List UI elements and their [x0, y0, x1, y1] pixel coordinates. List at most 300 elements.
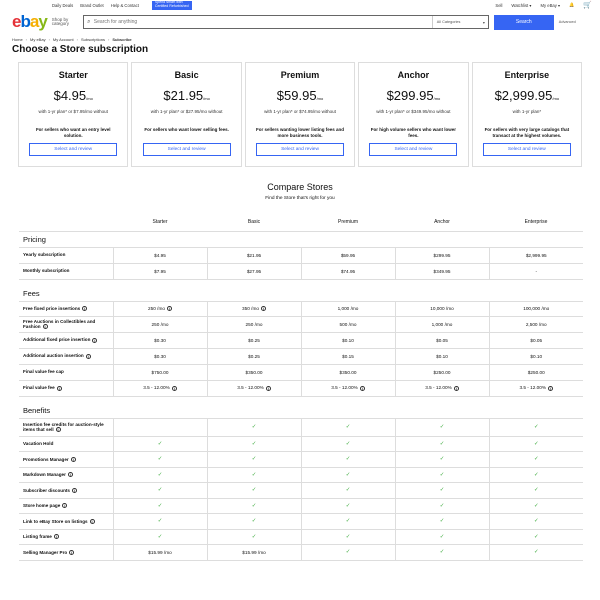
table-cell [113, 514, 207, 530]
table-cell [395, 301, 489, 316]
breadcrumb-home[interactable]: Home [12, 37, 23, 42]
check-icon: ✓ [533, 440, 539, 447]
check-icon: ✓ [345, 456, 351, 463]
plan-name: Enterprise [504, 70, 550, 80]
check-icon: ✓ [439, 549, 445, 556]
cell-value: 350 /mo [242, 305, 259, 311]
table-cell [301, 483, 395, 499]
breadcrumb-separator: › [48, 37, 50, 42]
col-header-premium: Premium [301, 213, 395, 231]
check-icon: ✓ [251, 456, 257, 463]
check-icon: ✓ [439, 424, 445, 430]
cell-value: $0.10 [530, 353, 543, 359]
table-cell [395, 263, 489, 279]
info-icon[interactable]: i [56, 427, 61, 432]
cell-value: $74.95 [340, 268, 356, 274]
section-row [19, 231, 583, 247]
table-cell [395, 483, 489, 499]
plan-price [473, 88, 581, 106]
row-label-text: Free Auctions in Collectibles and Fashion [23, 318, 96, 329]
row-label-text: Link to eBay Store on listings [23, 518, 88, 524]
breadcrumb-subscribe: Subscribe [112, 37, 132, 42]
table-cell [301, 301, 395, 316]
table-cell [207, 545, 301, 561]
cell-value: $0.25 [248, 353, 260, 359]
cell-value: 10,000 /mo [430, 306, 454, 311]
table-header-row [19, 213, 583, 231]
section-row [19, 279, 583, 301]
table-cell [207, 380, 301, 396]
check-icon: ✓ [345, 518, 351, 525]
plan-name: Anchor [397, 70, 430, 80]
check-icon: ✓ [439, 456, 445, 463]
plan-card-anchor [358, 62, 468, 167]
table-cell [113, 483, 207, 499]
watchlist-link[interactable]: Watchlist ▾ [511, 2, 532, 8]
plan-price [19, 88, 127, 106]
table-cell [207, 332, 301, 348]
check-icon: ✓ [533, 424, 539, 430]
cell-value: 250 /mo [148, 305, 165, 311]
info-icon[interactable]: i [57, 386, 62, 391]
logo-y: y [38, 12, 47, 31]
check-icon: ✓ [157, 502, 163, 509]
compare-subtitle: Find the Store that's right for you [265, 196, 335, 201]
table-cell [207, 364, 301, 380]
table-cell [301, 418, 395, 436]
check-icon: ✓ [251, 487, 257, 494]
cell-value: 3.5 - 12.00% [425, 385, 452, 391]
check-icon: ✓ [251, 502, 257, 509]
row-label [19, 316, 113, 332]
table-cell [301, 380, 395, 396]
info-icon[interactable]: i [172, 386, 177, 391]
table-cell [207, 436, 301, 452]
info-icon[interactable]: i [167, 306, 172, 311]
table-row [19, 498, 583, 514]
row-label [19, 348, 113, 364]
info-icon[interactable]: i [82, 306, 87, 311]
header [0, 10, 600, 34]
cell-value: $2,999.95 [525, 252, 547, 258]
row-label-text: Final value fee cap [23, 369, 64, 375]
cell-value: $0.05 [530, 337, 543, 343]
promo-banner[interactable] [152, 1, 192, 10]
help-contact-link[interactable]: Help & Contact [110, 2, 139, 8]
plan-note: with 1-yr plan* or $74.95/mo without [264, 109, 336, 114]
cell-value: $4.95 [154, 252, 166, 258]
row-label-text: Monthly subscription [23, 268, 70, 274]
check-icon: ✓ [345, 424, 351, 430]
search-input[interactable] [94, 16, 432, 28]
table-cell [113, 332, 207, 348]
row-label [19, 514, 113, 530]
table-cell [489, 263, 583, 279]
plan-card-basic [131, 62, 241, 167]
plan-price [246, 88, 354, 106]
cell-value: 3.5 - 12.00% [331, 385, 358, 391]
table-cell [489, 380, 583, 396]
table-cell [489, 467, 583, 483]
daily-deals-link[interactable]: Daily Deals [52, 2, 74, 8]
sell-link[interactable]: Sell [495, 2, 503, 8]
table-cell [489, 483, 583, 499]
plan-note: with 1-yr plan* or $27.95/mo without [150, 109, 223, 114]
check-icon: ✓ [157, 456, 163, 463]
check-icon: ✓ [251, 440, 257, 447]
row-label-text: Insertion fee credits for auction-style items that sell [23, 421, 104, 432]
check-icon: ✓ [157, 440, 163, 447]
check-icon: ✓ [251, 471, 257, 478]
info-icon[interactable]: i [69, 550, 74, 555]
table-cell [489, 364, 583, 380]
table-cell [395, 545, 489, 561]
info-icon[interactable]: i [261, 306, 266, 311]
plan-price-period: /mo [203, 96, 210, 101]
page-title: Choose a Store subscription [12, 44, 149, 55]
plan-price [132, 88, 240, 106]
category-select[interactable] [432, 16, 488, 28]
info-icon[interactable]: i [68, 472, 73, 477]
plan-price-value: $21.95 [163, 88, 204, 103]
breadcrumb-separator: › [25, 37, 28, 42]
check-icon: ✓ [157, 471, 163, 478]
check-icon: ✓ [439, 440, 445, 447]
table-cell [301, 316, 395, 332]
select-premium-button[interactable]: Select and review [256, 143, 344, 156]
plan-description: For high volume sellers who want lower fees. [370, 127, 457, 138]
breadcrumb [0, 36, 600, 43]
table-row [19, 348, 583, 364]
cell-value: - [535, 268, 538, 274]
plan-note: with 1-yr plan* or $349.95/mo without [376, 109, 451, 114]
plan-cards [0, 62, 600, 167]
cell-value: $59.95 [340, 252, 356, 258]
cell-value: $0.05 [436, 337, 448, 343]
table-cell [301, 247, 395, 263]
table-cell [207, 529, 301, 545]
cell-value: 2,500 /mo [525, 321, 547, 327]
table-cell [113, 418, 207, 436]
check-icon: ✓ [533, 487, 539, 494]
cell-value: 3.5 - 12.00% [519, 385, 547, 391]
table-cell [207, 301, 301, 316]
cell-value: 1,000 /mo [337, 306, 359, 311]
row-label [19, 301, 113, 316]
table-cell [489, 316, 583, 332]
plan-name: Premium [280, 70, 320, 80]
table-cell [395, 247, 489, 263]
row-label [19, 247, 113, 263]
cell-value: $750.00 [151, 369, 169, 375]
info-icon[interactable]: i [548, 386, 553, 391]
row-label [19, 452, 113, 468]
row-label-text: Listing frame [23, 534, 52, 539]
table-cell [207, 247, 301, 263]
cell-value: $0.30 [154, 337, 166, 343]
row-label-text: Selling Manager Pro [23, 549, 68, 555]
chevron-down-icon: ▾ [482, 20, 485, 25]
section-heading: Pricing [19, 231, 583, 247]
info-icon[interactable]: i [454, 386, 459, 391]
table-cell [395, 380, 489, 396]
table-cell [395, 498, 489, 514]
check-icon: ✓ [533, 456, 539, 463]
search-icon: ⌕ [87, 18, 91, 25]
info-icon[interactable]: i [266, 386, 271, 391]
table-cell [301, 332, 395, 348]
table-row [19, 545, 583, 561]
breadcrumb-subscriptions[interactable]: Subscriptions [80, 37, 105, 42]
table-cell [395, 436, 489, 452]
table-cell [489, 348, 583, 364]
select-enterprise-button[interactable]: Select and review [483, 143, 571, 156]
row-label [19, 545, 113, 561]
table-row [19, 301, 583, 316]
table-row [19, 418, 583, 436]
category-label: All Categories [436, 20, 461, 24]
advanced-search-link[interactable]: Advanced [558, 20, 576, 24]
section-heading: Benefits [19, 396, 583, 418]
row-label-text: Final value fee [23, 385, 55, 391]
breadcrumb-separator: › [107, 37, 110, 42]
section-row [19, 396, 583, 418]
check-icon: ✓ [345, 533, 351, 540]
check-icon: ✓ [157, 518, 163, 525]
row-label [19, 364, 113, 380]
search-button[interactable]: Search [494, 15, 554, 30]
check-icon: ✓ [345, 549, 351, 556]
check-icon: ✓ [439, 471, 445, 478]
row-label [19, 529, 113, 545]
table-cell [301, 452, 395, 468]
my-ebay-link[interactable]: My eBay ▾ [540, 2, 561, 8]
table-cell [113, 467, 207, 483]
table-cell [207, 348, 301, 364]
row-label-text: Markdown Manager [23, 472, 66, 477]
plan-description: For sellers who want an entry level solution. [35, 127, 111, 138]
table-cell [113, 380, 207, 396]
info-icon[interactable]: i [360, 386, 365, 391]
breadcrumb-separator: › [76, 37, 78, 42]
table-cell [301, 348, 395, 364]
table-row [19, 467, 583, 483]
table-cell [113, 263, 207, 279]
table-cell [395, 514, 489, 530]
table-cell [113, 436, 207, 452]
info-icon[interactable]: i [72, 488, 77, 493]
table-row [19, 483, 583, 499]
search-bar [83, 15, 489, 29]
row-label-text: Subscriber discounts [23, 487, 70, 493]
table-cell [113, 529, 207, 545]
info-icon[interactable]: i [54, 534, 59, 539]
cell-value: $0.10 [342, 337, 354, 343]
cell-value: $21.95 [246, 252, 262, 258]
table-cell [301, 545, 395, 561]
table-row [19, 436, 583, 452]
table-cell [395, 452, 489, 468]
plan-price-value: $59.95 [276, 88, 317, 103]
plan-name: Basic [174, 70, 199, 80]
row-label-text: Vacation Hold [23, 441, 54, 446]
table-cell [301, 364, 395, 380]
table-cell [113, 247, 207, 263]
table-cell [395, 467, 489, 483]
plan-price [359, 88, 467, 106]
table-cell [207, 316, 301, 332]
check-icon: ✓ [439, 533, 445, 540]
table-cell [113, 498, 207, 514]
row-label-text: Free fixed price insertions [23, 305, 81, 311]
cell-value: 500 /mo [339, 321, 357, 327]
check-icon: ✓ [533, 518, 539, 525]
cell-value: $350.00 [339, 369, 357, 375]
table-row [19, 514, 583, 530]
table-cell [489, 301, 583, 316]
row-label-text: Promotions Manager [23, 456, 69, 462]
check-icon: ✓ [345, 502, 351, 509]
row-label-text: Additional fixed price insertion [23, 337, 91, 343]
logo-a: a [29, 12, 39, 31]
promo-line-2: Certified Refurbished [154, 4, 189, 8]
row-label-text: Additional auction insertion [23, 353, 84, 359]
table-cell [301, 467, 395, 483]
table-row [19, 316, 583, 332]
table-cell [113, 301, 207, 316]
brand-outlet-link[interactable]: Brand Outlet [80, 2, 104, 8]
info-icon[interactable]: i [86, 354, 91, 359]
plan-card-starter [18, 62, 128, 167]
my-ebay-label: My eBay [540, 2, 557, 8]
cell-value: 250 /mo [151, 321, 169, 327]
table-cell [395, 529, 489, 545]
table-cell [489, 247, 583, 263]
select-basic-button[interactable]: Select and review [143, 143, 231, 156]
logo-e: e [12, 12, 21, 31]
shop-by-category[interactable]: Shop by category [51, 16, 70, 26]
table-row [19, 452, 583, 468]
check-icon: ✓ [439, 502, 445, 509]
check-icon: ✓ [533, 533, 539, 540]
ebay-logo[interactable] [12, 12, 47, 32]
promo-line-1: Spend smart with [154, 0, 183, 5]
cell-value: $250.00 [527, 369, 545, 375]
check-icon: ✓ [533, 549, 539, 556]
col-header-enterprise: Enterprise [489, 213, 583, 231]
table-cell [207, 467, 301, 483]
row-label [19, 483, 113, 499]
info-icon[interactable]: i [62, 503, 67, 508]
plan-price-period: /mo [552, 96, 560, 101]
table-cell [395, 348, 489, 364]
cell-value: $0.30 [154, 353, 166, 359]
table-row [19, 380, 583, 396]
table-cell [113, 452, 207, 468]
table-cell [207, 452, 301, 468]
logo-b: b [20, 12, 30, 31]
table-row [19, 529, 583, 545]
header-empty [19, 213, 113, 231]
cell-value: 100,000 /mo [523, 306, 550, 311]
cell-value: 250 /mo [245, 321, 263, 327]
plan-price-value: $4.95 [53, 88, 87, 103]
table-row [19, 332, 583, 348]
plan-price-value: $2,999.95 [494, 88, 553, 103]
table-cell [301, 263, 395, 279]
table-cell [395, 332, 489, 348]
select-starter-button[interactable]: Select and review [29, 143, 117, 156]
table-cell [301, 498, 395, 514]
table-cell [207, 418, 301, 436]
table-cell [395, 418, 489, 436]
table-cell [395, 364, 489, 380]
plan-note: with 1-yr plan* [512, 109, 542, 114]
plan-description: For sellers who want lower selling fees. [144, 127, 229, 132]
table-cell [113, 348, 207, 364]
breadcrumb-my-account[interactable]: My Account [52, 37, 74, 42]
table-body [19, 231, 583, 560]
select-anchor-button[interactable]: Select and review [369, 143, 457, 156]
cell-value: $27.95 [246, 268, 262, 274]
cell-value: $349.95 [433, 268, 451, 274]
table-cell [301, 529, 395, 545]
check-icon: ✓ [439, 487, 445, 494]
row-label [19, 467, 113, 483]
compare-title: Compare Stores [267, 182, 333, 192]
table-cell [207, 514, 301, 530]
cart-icon[interactable]: 🛒 [583, 2, 592, 9]
info-icon[interactable]: i [43, 324, 48, 329]
plan-price-period: /mo [433, 96, 441, 101]
cell-value: 3.5 - 12.00% [143, 385, 170, 391]
bell-icon[interactable]: 🔔 [569, 2, 575, 7]
info-icon[interactable]: i [71, 457, 76, 462]
cell-value: $350.00 [245, 369, 263, 375]
plan-price-period: /mo [316, 96, 324, 101]
check-icon: ✓ [251, 424, 257, 430]
plan-note: with 1-yr plan* or $7.95/mo without [38, 109, 108, 114]
table-cell [489, 529, 583, 545]
table-cell [301, 436, 395, 452]
check-icon: ✓ [157, 487, 163, 494]
col-header-anchor: Anchor [395, 213, 489, 231]
info-icon[interactable]: i [90, 519, 95, 524]
table-cell [489, 545, 583, 561]
row-label-text: Store home page [23, 503, 61, 508]
table-cell [113, 364, 207, 380]
table-cell [113, 316, 207, 332]
col-header-starter: Starter [113, 213, 207, 231]
check-icon: ✓ [533, 502, 539, 509]
plan-description: For sellers with very large catalogs that transact at the highest volumes. [484, 127, 570, 138]
cell-value: $299.95 [433, 252, 451, 258]
table-cell [207, 498, 301, 514]
check-icon: ✓ [251, 518, 257, 525]
check-icon: ✓ [157, 533, 163, 540]
info-icon[interactable]: i [92, 338, 97, 343]
check-icon: ✓ [251, 533, 257, 540]
table-cell [489, 498, 583, 514]
table-cell [489, 514, 583, 530]
table-cell [489, 436, 583, 452]
table-cell [207, 483, 301, 499]
cell-value: 3.5 - 12.00% [237, 385, 264, 391]
breadcrumb-my-ebay[interactable]: My eBay [30, 37, 46, 42]
cell-value: $0.10 [436, 353, 448, 359]
cell-value: $15.99 /mo [242, 549, 266, 555]
cell-value: $0.15 [342, 353, 354, 359]
